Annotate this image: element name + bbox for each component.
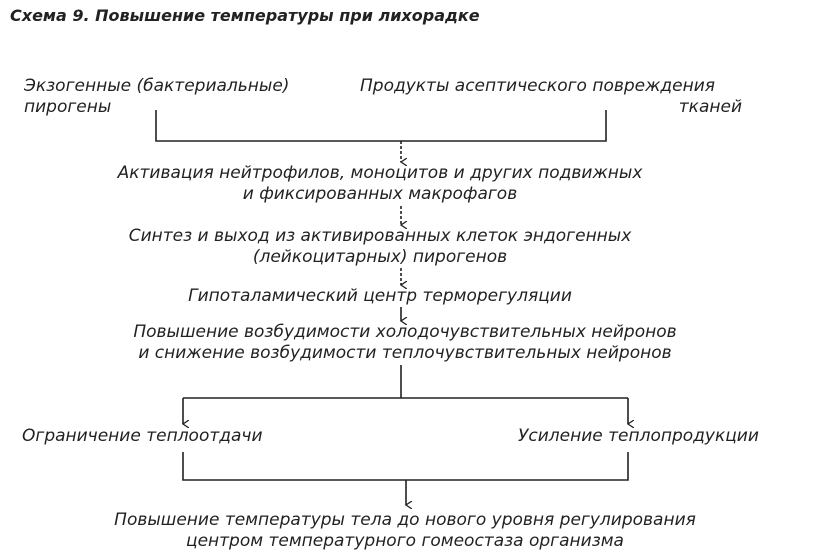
step-2-line1: Синтез и выход из активированных клеток эндогенных	[128, 226, 632, 246]
source-tissue-line1: Продукты асептического повреждения	[360, 76, 716, 96]
diagram-title: Схема 9. Повышение температуры при лихорадке	[10, 6, 480, 25]
result-line2: центром температурного гомеостаза организма	[186, 531, 624, 551]
branch-heat-loss-limitation: Ограничение теплоотдачи	[22, 426, 263, 446]
result-line1: Повышение температуры тела до нового уровня регулирования	[114, 510, 696, 530]
source-exogenous-line2: пирогены	[24, 97, 112, 117]
source-tissue-line2: тканей	[678, 97, 742, 117]
source-exogenous-line1: Экзогенные (бактериальные)	[24, 76, 290, 96]
step-3-line1: Гипоталамический центр терморегуляции	[188, 286, 572, 306]
step-1-line2: и фиксированных макрофагов	[242, 184, 518, 204]
step-2-line2: (лейкоцитарных) пирогенов	[252, 247, 508, 267]
branch-merge-bracket	[183, 452, 628, 480]
step-4-line2: и снижение возбудимости теплочувствительных нейронов	[138, 343, 672, 363]
step-1-line1: Активация нейтрофилов, моноцитов и других подвижных	[117, 163, 643, 183]
branch-heat-production-increase: Усиление теплопродукции	[518, 426, 759, 446]
step-4-line1: Повышение возбудимости холодочувствительных нейронов	[133, 322, 677, 342]
source-merge-bracket	[156, 110, 606, 141]
